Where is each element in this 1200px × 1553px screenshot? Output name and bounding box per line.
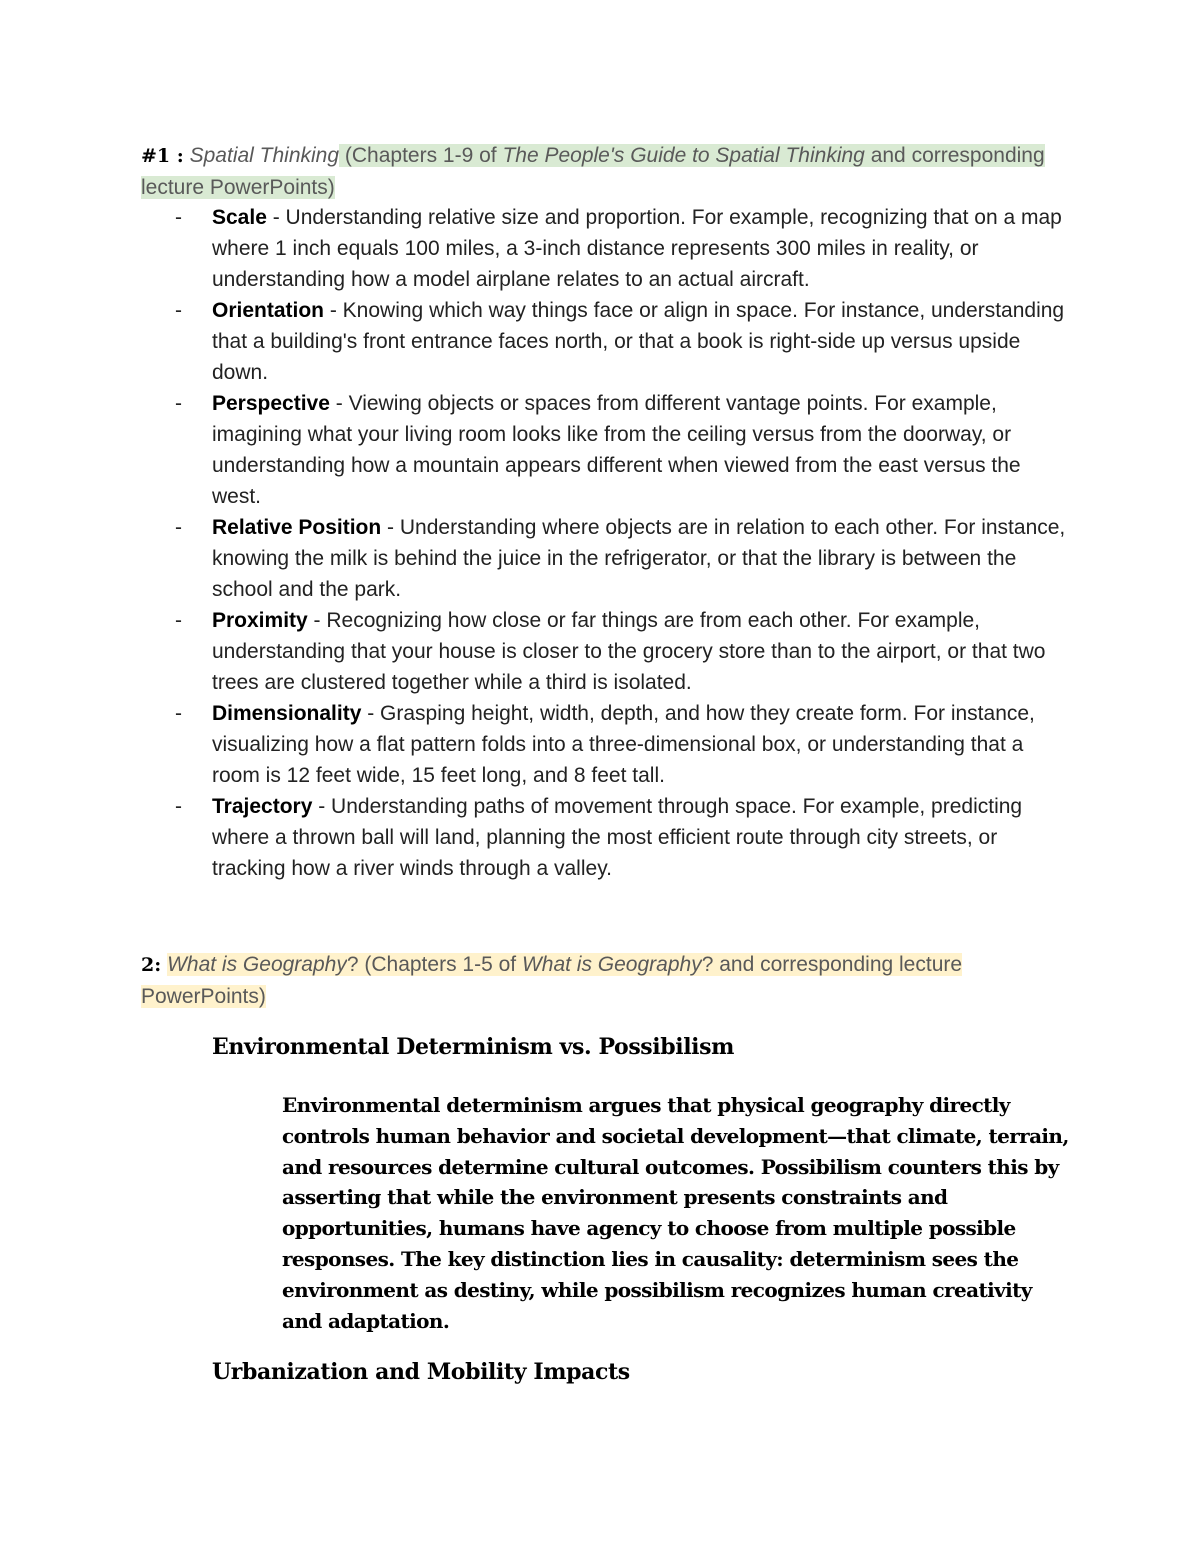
section-2-number: 2: — [141, 954, 162, 976]
section-2-book-title: What is Geography — [521, 953, 702, 976]
list-item: - Trajectory - Understanding paths of movement through space. For example, predicting where a thrown ball will land, planning the most efficient route through city streets, or tracking how a river winds through a valley. — [175, 795, 1023, 880]
list-item-text: - Understanding where objects are in relation to each other. For instance, knowing the milk is behind the juice in the refrigerator, or that the library is between the school and the park. — [212, 516, 1066, 601]
list-item: - Dimensionality - Grasping height, width, depth, and how they create form. For instance, visualizing how a flat pattern folds into a three-dimensional box, or understanding that a room is 12 feet wide, 15 feet long, and 8 feet tall. — [175, 702, 1035, 787]
spatial-thinking-list — [141, 202, 1071, 884]
section-1-heading — [141, 140, 1071, 203]
section-2-heading — [141, 949, 1071, 1012]
list-item: - Perspective - Viewing objects or spaces from different vantage points. For example, imagining what your living room looks like from the ceiling versus from the doorway, or understanding how a mountain appears different when viewed from the east versus the west. — [175, 392, 1021, 508]
section-1-number: #1 : — [141, 145, 184, 167]
section-2-paren-open: (Chapters 1-5 of — [358, 953, 522, 976]
section-1-title: Spatial Thinking — [189, 144, 340, 167]
list-item-term: Proximity — [212, 609, 308, 632]
list-item-text: - Understanding relative size and proportion. For example, recognizing that on a map where 1 inch equals 100 miles, a 3-inch distance represents 300 miles in reality, or understanding how a model airplane relates to an actual aircraft. — [212, 206, 1062, 291]
list-item-text: - Knowing which way things face or align in space. For instance, understanding that a building's front entrance faces north, or that a book is right-side up versus upside down. — [212, 299, 1065, 384]
subheading-urbanization: Urbanization and Mobility Impacts — [212, 1359, 630, 1385]
section-2-paren-rest: ? and corresponding lecture PowerPoints) — [141, 953, 963, 1008]
list-item: - Scale - Understanding relative size and proportion. For example, recognizing that on a map where 1 inch equals 100 miles, a 3-inch distance represents 300 miles in reality, or understanding how a model airplane relates to an actual aircraft. — [175, 206, 1062, 291]
list-item-term: Trajectory — [212, 795, 313, 818]
list-item-term: Dimensionality — [212, 702, 362, 725]
list-item: - Orientation - Knowing which way things face or align in space. For instance, understanding that a building's front entrance faces north, or that a book is right-side up versus upside down. — [175, 299, 1065, 384]
list-item-text: - Viewing objects or spaces from different vantage points. For example, imagining what your living room looks like from the ceiling versus from the doorway, or understanding how a mountain appears different when viewed from the east versus the west. — [212, 392, 1021, 508]
list-item: - Relative Position - Understanding where objects are in relation to each other. For instance, knowing the milk is behind the juice in the refrigerator, or that the library is between the school and the park. — [175, 516, 1066, 601]
section-1-paren-rest: and corresponding lecture PowerPoints) — [141, 144, 1045, 199]
list-item: - Proximity - Recognizing how close or far things are from each other. For example, understanding that your house is closer to the grocery store than to the airport, or that two trees are clustered together while a third is isolated. — [175, 609, 1046, 694]
list-item-term: Relative Position — [212, 516, 382, 539]
list-item-text: - Understanding paths of movement through space. For example, predicting where a thrown ball will land, planning the most efficient route through city streets, or tracking how a river winds through a valley. — [212, 795, 1023, 880]
section-2-title: What is Geography — [167, 953, 347, 976]
section-1-book-title: The People's Guide to Spatial Thinking — [502, 144, 865, 167]
determinism-paragraph: Environmental determinism argues that physical geography directly controls human behavior and societal development—that climate, terrain, and resources determine cultural outcomes. Possibilism counters this by asserting that while the environment presents constraints and opportunities, humans have agency to choose from multiple possible responses. The key distinction lies in causality: determinism sees the environment as destiny, while possibilism recognizes human creativity and adaptation. — [282, 1093, 1069, 1333]
section-1-paren-open: (Chapters 1-9 of — [339, 144, 503, 167]
section-2-title-q: ? — [346, 953, 359, 976]
subheading-determinism: Environmental Determinism vs. Possibilism — [212, 1034, 734, 1060]
list-item-text: - Grasping height, width, depth, and how they create form. For instance, visualizing how a flat pattern folds into a three-dimensional box, or understanding that a room is 12 feet wide, 15 feet long, and 8 feet tall. — [212, 702, 1035, 787]
list-item-text: - Recognizing how close or far things are from each other. For example, understanding that your house is closer to the grocery store than to the airport, or that two trees are clustered together while a third is isolated. — [212, 609, 1046, 694]
list-item-term: Orientation — [212, 299, 325, 322]
list-item-term: Scale — [212, 206, 267, 229]
list-item-term: Perspective — [212, 392, 330, 415]
